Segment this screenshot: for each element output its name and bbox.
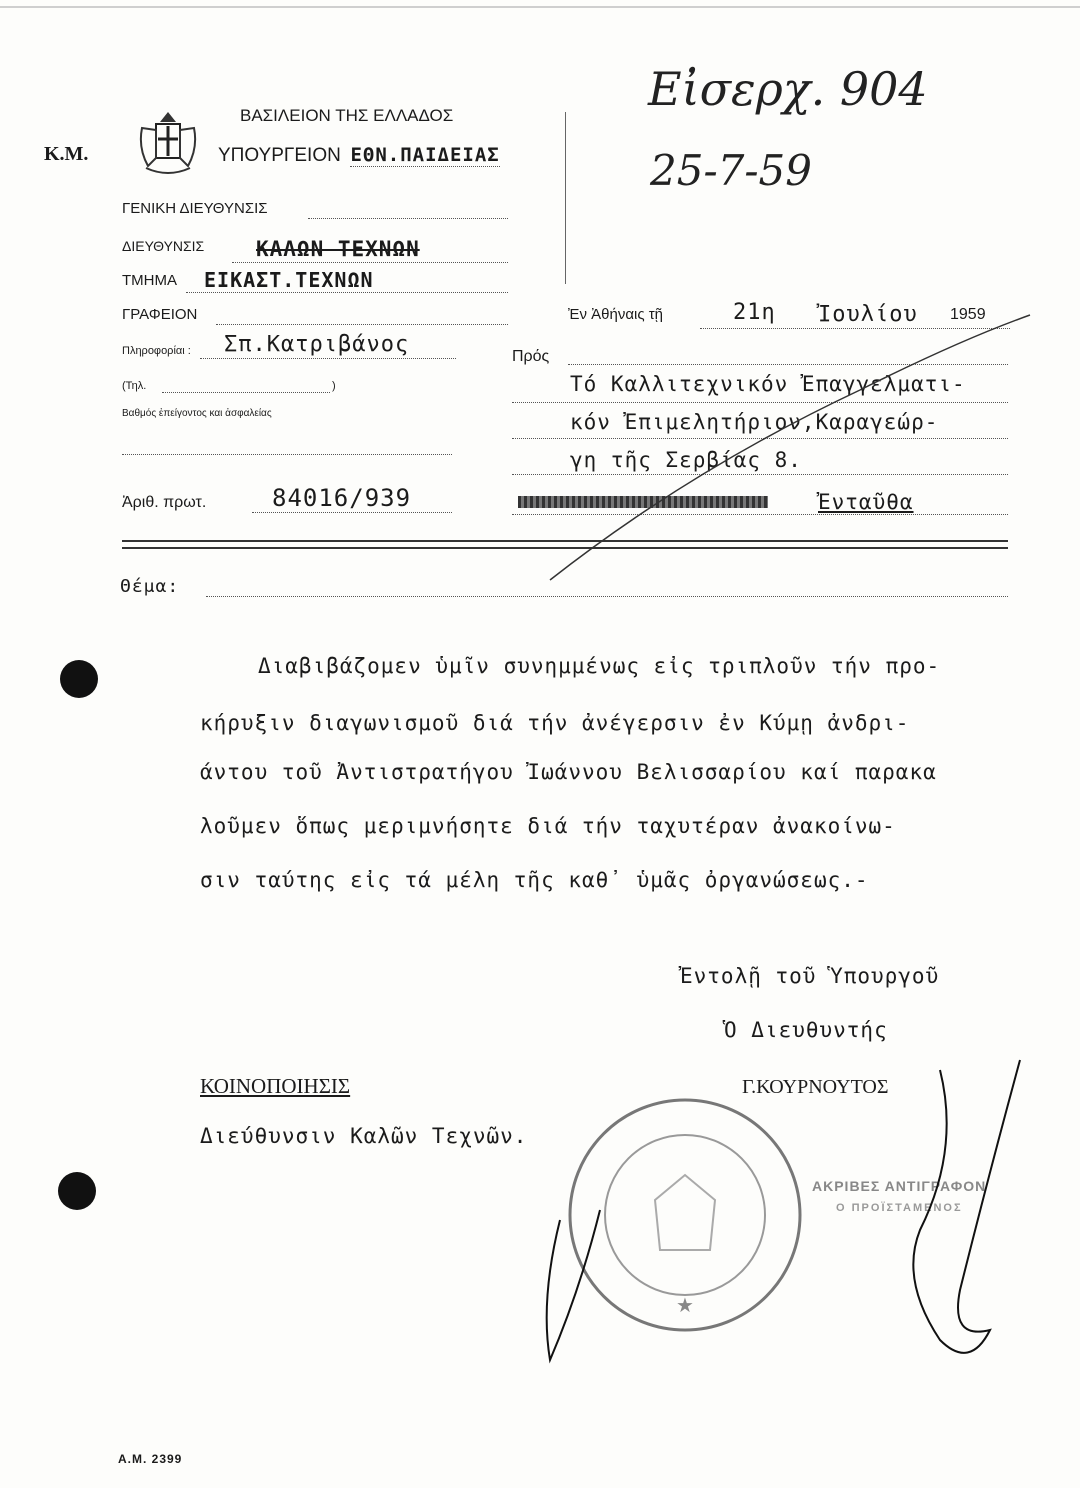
date-month: Ἰουλίου: [818, 302, 918, 327]
handwritten-signature: [520, 1040, 1060, 1380]
form-number: Α.Μ. 2399: [118, 1452, 183, 1466]
signature-title: Ὁ Διευθυντής: [724, 1018, 888, 1042]
general-directorate-line: [308, 218, 508, 219]
body-line-5: σιν ταύτης εἰς τά μέλη τῆς καθ᾿ ὑμᾶς ὀργανώσεως.-: [200, 868, 869, 892]
directorate-value: ΚΑΛΩΝ ΤΕΧΝΩΝ: [256, 237, 420, 261]
section-value: ΕΙΚΑΣΤ.ΤΕΧΝΩΝ: [204, 268, 374, 292]
addressee-location: Ἐνταῦθα: [818, 490, 914, 514]
addressee-line-2: κόν Ἐπιμελητήριον,Καραγεώρ-: [570, 410, 939, 434]
directorate-line: [232, 262, 508, 263]
addressee-line-3: γη τῆς Σερβίας 8.: [570, 448, 802, 472]
cc-recipient: Διεύθυνσιν Καλῶν Τεχνῶν.: [200, 1124, 528, 1148]
info-line: [200, 358, 456, 359]
punch-hole-bottom: [58, 1172, 96, 1210]
phone-label: (Τηλ.: [122, 380, 147, 392]
signatory-name: Γ.ΚΟΥΡΝΟΥΤΟΣ: [742, 1076, 889, 1098]
subject-label: Θέμα:: [120, 576, 180, 597]
coat-of-arms-icon: [132, 108, 204, 180]
phone-close: ): [332, 380, 336, 392]
svg-text:★: ★: [676, 1293, 694, 1317]
section-line: [186, 292, 508, 293]
urgency-line: [122, 454, 452, 455]
ministry-prefix: ΥΠΟΥΡΓΕΙΟΝ: [218, 145, 341, 166]
date-year: 1959: [950, 306, 986, 323]
signature-authority: Ἐντολῇ τοῦ Ὑπουργοῦ: [680, 964, 940, 988]
general-directorate-label: ΓΕΝΙΚΗ ΔΙΕΥΘΥΝΣΙΣ: [122, 200, 268, 217]
section-label: ΤΜΗΜΑ: [122, 272, 177, 289]
office-label: ΓΡΑΦΕΙΟΝ: [122, 306, 198, 323]
handwritten-registration: Εἰσερχ. 904: [648, 62, 928, 116]
body-line-3: άντου τοῦ Ἀντιστρατήγου Ἰωάννου Βελισσαρίου καί παρακα: [200, 760, 937, 784]
date-day: 21η: [733, 300, 776, 325]
scan-edge: [0, 6, 1080, 8]
info-value: Σπ.Κατριβάνος: [224, 332, 410, 357]
info-label: Πληροφορίαι :: [122, 345, 191, 357]
addressee-line-1: Τό Καλλιτεχνικόν Ἐπαγγελματι-: [570, 372, 966, 396]
ministry-name: ΕΘΝ.ΠΑΙΔΕΙΑΣ: [350, 144, 500, 166]
subject-line: [206, 596, 1008, 597]
protocol-line: [252, 512, 452, 513]
cc-label: ΚΟΙΝΟΠΟΙΗΣΙΣ: [200, 1074, 351, 1098]
body-line-2: κήρυξιν διαγωνισμοῦ διά τήν ἀνέγερσιν ἐν Κύμῃ ἀνδρι-: [200, 711, 910, 735]
body-line-1: Διαβιβάζομεν ὑμῖν συνημμένως εἰς τριπλοῦν τήν προ-: [258, 654, 941, 678]
handwritten-date: 25-7-59: [650, 146, 812, 195]
urgency-label: Βαθμός ἐπείγοντος και ἀσφαλείας: [122, 408, 272, 419]
certified-copy-head: Ο ΠΡΟΪΣΤΑΜΕΝΟΣ: [836, 1202, 963, 1214]
protocol-number: 84016/939: [272, 484, 412, 512]
kingdom-title: ΒΑΣΙΛΕΙΟΝ ΤΗΣ ΕΛΛΑΔΟΣ: [240, 106, 454, 125]
office-line: [216, 324, 508, 325]
ministry-line: [218, 144, 500, 167]
phone-line: [162, 392, 330, 393]
protocol-label: Ἀριθ. πρωτ.: [122, 494, 207, 511]
body-line-4: λοῦμεν ὅπως μεριμνήσητε διά τήν ταχυτέραν ἀνακοίνω-: [200, 814, 896, 838]
header-divider: [565, 112, 566, 284]
diagonal-pen-stroke: [540, 310, 1040, 590]
to-label: Πρός: [512, 348, 550, 365]
certified-copy-stamp: ΑΚΡΙΒΕΣ ΑΝΤΙΓΡΑΦΟΝ: [812, 1178, 987, 1194]
margin-mark: Κ.Μ.: [44, 143, 89, 165]
directorate-label: ΔΙΕΥΘΥΝΣΙΣ: [122, 238, 205, 254]
punch-hole-top: [60, 660, 98, 698]
place-date-label: Ἐν Ἀθήναις τῇ: [568, 306, 663, 323]
